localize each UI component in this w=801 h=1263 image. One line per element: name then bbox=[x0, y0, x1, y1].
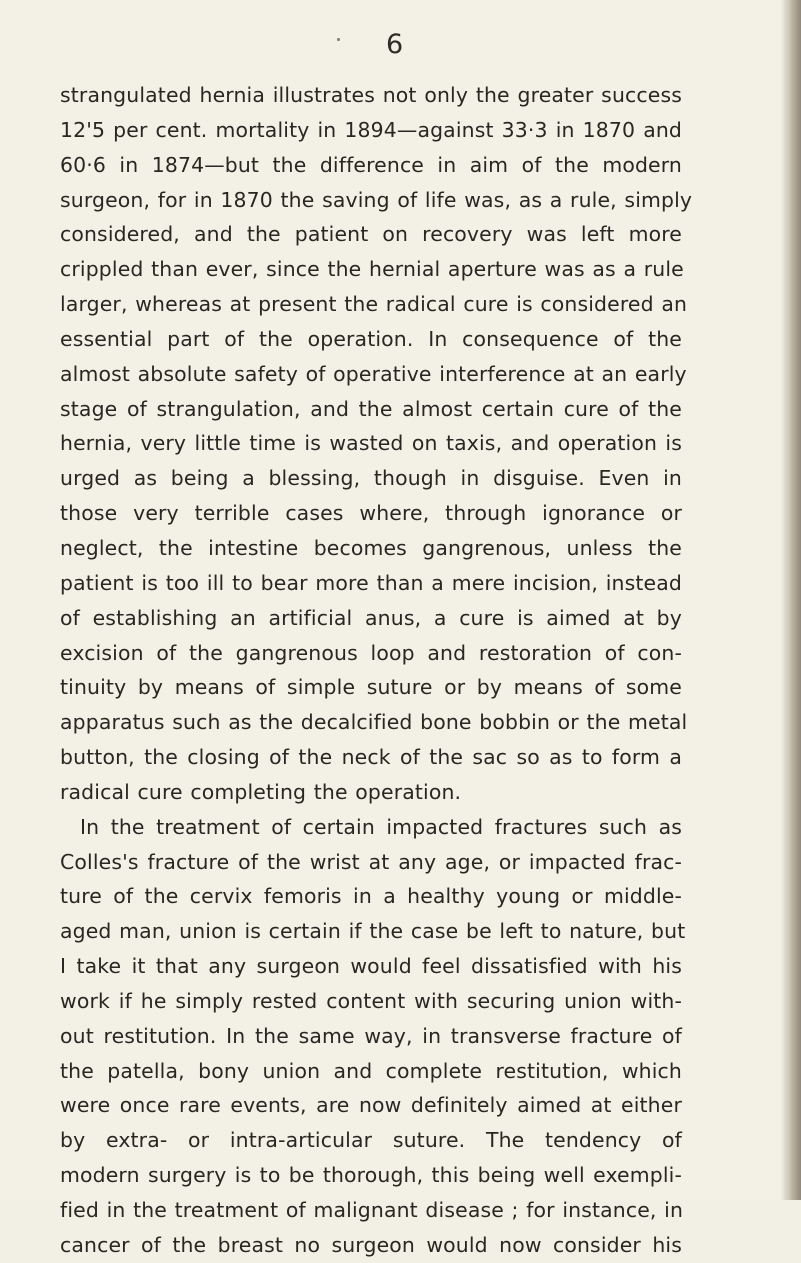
text-line: neglect, the intestine becomes gangrenous, unless the bbox=[60, 535, 682, 560]
text-line: hernia, very little time is wasted on taxis, and operation is bbox=[60, 431, 682, 456]
text-line: cancer of the breast no surgeon would now consider his bbox=[60, 1232, 682, 1257]
text-line: urged as being a blessing, though in disguise. Even in bbox=[60, 466, 682, 491]
text-line: aged man, union is certain if the case be left to nature, but bbox=[60, 919, 686, 944]
text-line: larger, whereas at present the radical cure is considered an bbox=[60, 292, 688, 317]
text-line: In the treatment of certain impacted fractures such as bbox=[80, 814, 682, 839]
text-line: excision of the gangrenous loop and restoration of con- bbox=[60, 640, 682, 665]
text-line: I take it that any surgeon would feel dissatisfied with his bbox=[60, 954, 682, 979]
text-line: radical cure completing the operation. bbox=[60, 779, 462, 804]
text-line: crippled than ever, since the hernial aperture was as a rule bbox=[60, 257, 684, 282]
page-speck bbox=[337, 38, 340, 41]
text-line: almost absolute safety of operative interference at an early bbox=[60, 361, 687, 386]
text-line: essential part of the operation. In consequence of the bbox=[60, 326, 682, 351]
body-text bbox=[60, 78, 693, 1263]
binding-edge bbox=[787, 0, 801, 1200]
text-line: the patella, bony union and complete restitution, which bbox=[60, 1058, 682, 1083]
text-line: ture of the cervix femoris in a healthy young or middle- bbox=[60, 884, 682, 909]
text-line: patient is too ill to bear more than a mere incision, instead bbox=[60, 570, 682, 595]
text-line: work if he simply rested content with securing union with- bbox=[60, 988, 682, 1013]
text-line: button, the closing of the neck of the sac so as to form a bbox=[60, 745, 682, 770]
text-line: strangulated hernia illustrates not only the greater success bbox=[60, 83, 682, 107]
text-line: those very terrible cases where, through ignorance or bbox=[60, 501, 682, 526]
text-line: 60·6 in 1874—but the difference in aim of the modern bbox=[60, 152, 682, 177]
text-line: were once rare events, are now definitely aimed at either bbox=[60, 1093, 682, 1118]
text-line: apparatus such as the decalcified bone bobbin or the metal bbox=[60, 710, 688, 735]
text-line: of establishing an artificial anus, a cure is aimed at by bbox=[60, 605, 682, 630]
text-line: 12'5 per cent. mortality in 1894—against 33·3 in 1870 and bbox=[60, 117, 682, 142]
text-line: by extra- or intra-articular suture. The tendency of bbox=[60, 1128, 682, 1153]
text-line: modern surgery is to be thorough, this being well exempli- bbox=[60, 1163, 682, 1188]
text-line: surgeon, for in 1870 the saving of life was, as a rule, simply bbox=[60, 187, 693, 212]
page-number: 6 bbox=[386, 29, 404, 60]
text-line: Colles's fracture of the wrist at any age, or impacted frac- bbox=[60, 849, 682, 874]
text-line: fied in the treatment of malignant disease ; for instance, in bbox=[60, 1198, 684, 1222]
text-line: tinuity by means of simple suture or by means of some bbox=[60, 675, 682, 700]
text-line: out restitution. In the same way, in transverse fracture of bbox=[60, 1023, 682, 1048]
text-line: stage of strangulation, and the almost certain cure of the bbox=[60, 396, 682, 421]
text-line: considered, and the patient on recovery was left more bbox=[60, 222, 682, 247]
